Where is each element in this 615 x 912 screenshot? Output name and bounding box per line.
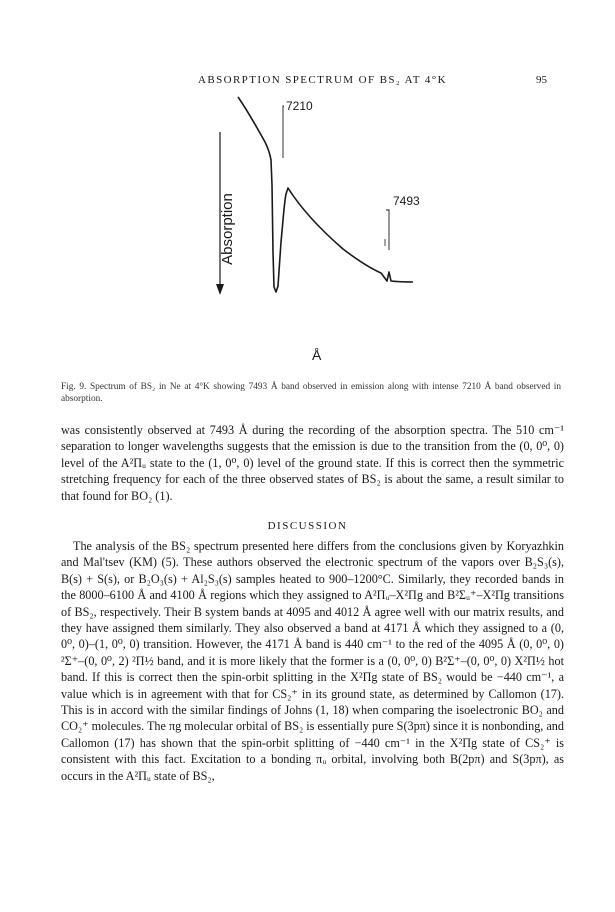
section-heading: DISCUSSION [267, 520, 348, 532]
page-number: 95 [536, 74, 547, 86]
discussion-paragraph: The analysis of the BS₂ spectrum presented here differs from the conclusions given by Koryazhkin and Mal'tsev (KM) (5). These authors observed the electronic spectrum of the vapors over B₂S₃(s), B(s) + S(s), or B₂O₃(s) + Al₂S₃(s) samples heated to 900–1200°C. Similarly, they recorded bands in the 8000–6100 Å and 4100 Å regions which they assigned to A²Πᵤ–X²Πg and B²Σᵤ⁺–X²Πg transitions of BS₂, respectively. Their B system bands at 4095 and 4012 Å agree well with our matrix results, and they have assigned them similarly. They also observed a band at 4171 Å which they assigned to a (0, 0⁰, 0)–(1, 0⁰, 0) transition. However, the 4171 Å band is 440 cm⁻¹ to the red of the 4095 Å (0, 0⁰, 0) ²Σ⁺–(0, 0⁰, 2) ²Π½ band, and it is more likely that the former is a (0, 0⁰, 0) B²Σ⁺–(0, 0⁰, 0) X²Π½ hot band. If this is correct then the spin-orbit splitting in the X²Πg state of BS₂ would be −440 cm⁻¹, a value which is in agreement with that for CS₂⁺ in its ground state, as determined by Callomon (17). This is in accord with the similar findings of Johns (1, 18) when comparing the isoelectronic BO₂ and CO₂⁺ molecules. The πg molecular orbital of BS₂ is essentially pure S(3pπ) since it is nonbonding, and Callomon (17) has shown that the spin-orbit splitting of −440 cm⁻¹ in the X²Πg state of CS₂⁺ is consistent with this fact. Excitation to a bonding πᵤ orbital, involving both B(2pπ) and S(3pπ), as occurs in the A²Πᵤ state of BS₂, [61, 539, 564, 783]
running-header [0, 74, 615, 90]
peak-1-leader [283, 106, 284, 158]
peak-2-leader [386, 210, 389, 250]
spectrum-figure [0, 92, 615, 377]
x-unit-label: Å [312, 347, 322, 363]
peak-label-7493: 7493 [393, 194, 420, 208]
running-title: ABSORPTION SPECTRUM OF BS₂ AT 4°K [198, 74, 447, 86]
y-axis-label: Absorption [219, 193, 236, 265]
spectrum-plot [0, 92, 615, 377]
spectrum-trace [238, 97, 413, 292]
peak-label-7210: 7210 [286, 99, 313, 113]
paragraph-continuation: was consistently observed at 7493 Å during the recording of the absorption spectra. The 510 cm⁻¹ separation to longer wavelengths suggests that the emission is due to the transition from the (0, 0⁰, 0) level of the A²Πᵤ state to the (1, 0⁰, 0) level of the ground state. If this is correct then the symmetric stretching frequency for each of the three observed states of BS₂ is about the same, a result similar to that found for BO₂ (1). [61, 423, 564, 503]
figure-caption: Fig. 9. Spectrum of BS₂ in Ne at 4°K showing 7493 Å band observed in emission along with intense 7210 Å band observed in absorption. [61, 382, 561, 404]
